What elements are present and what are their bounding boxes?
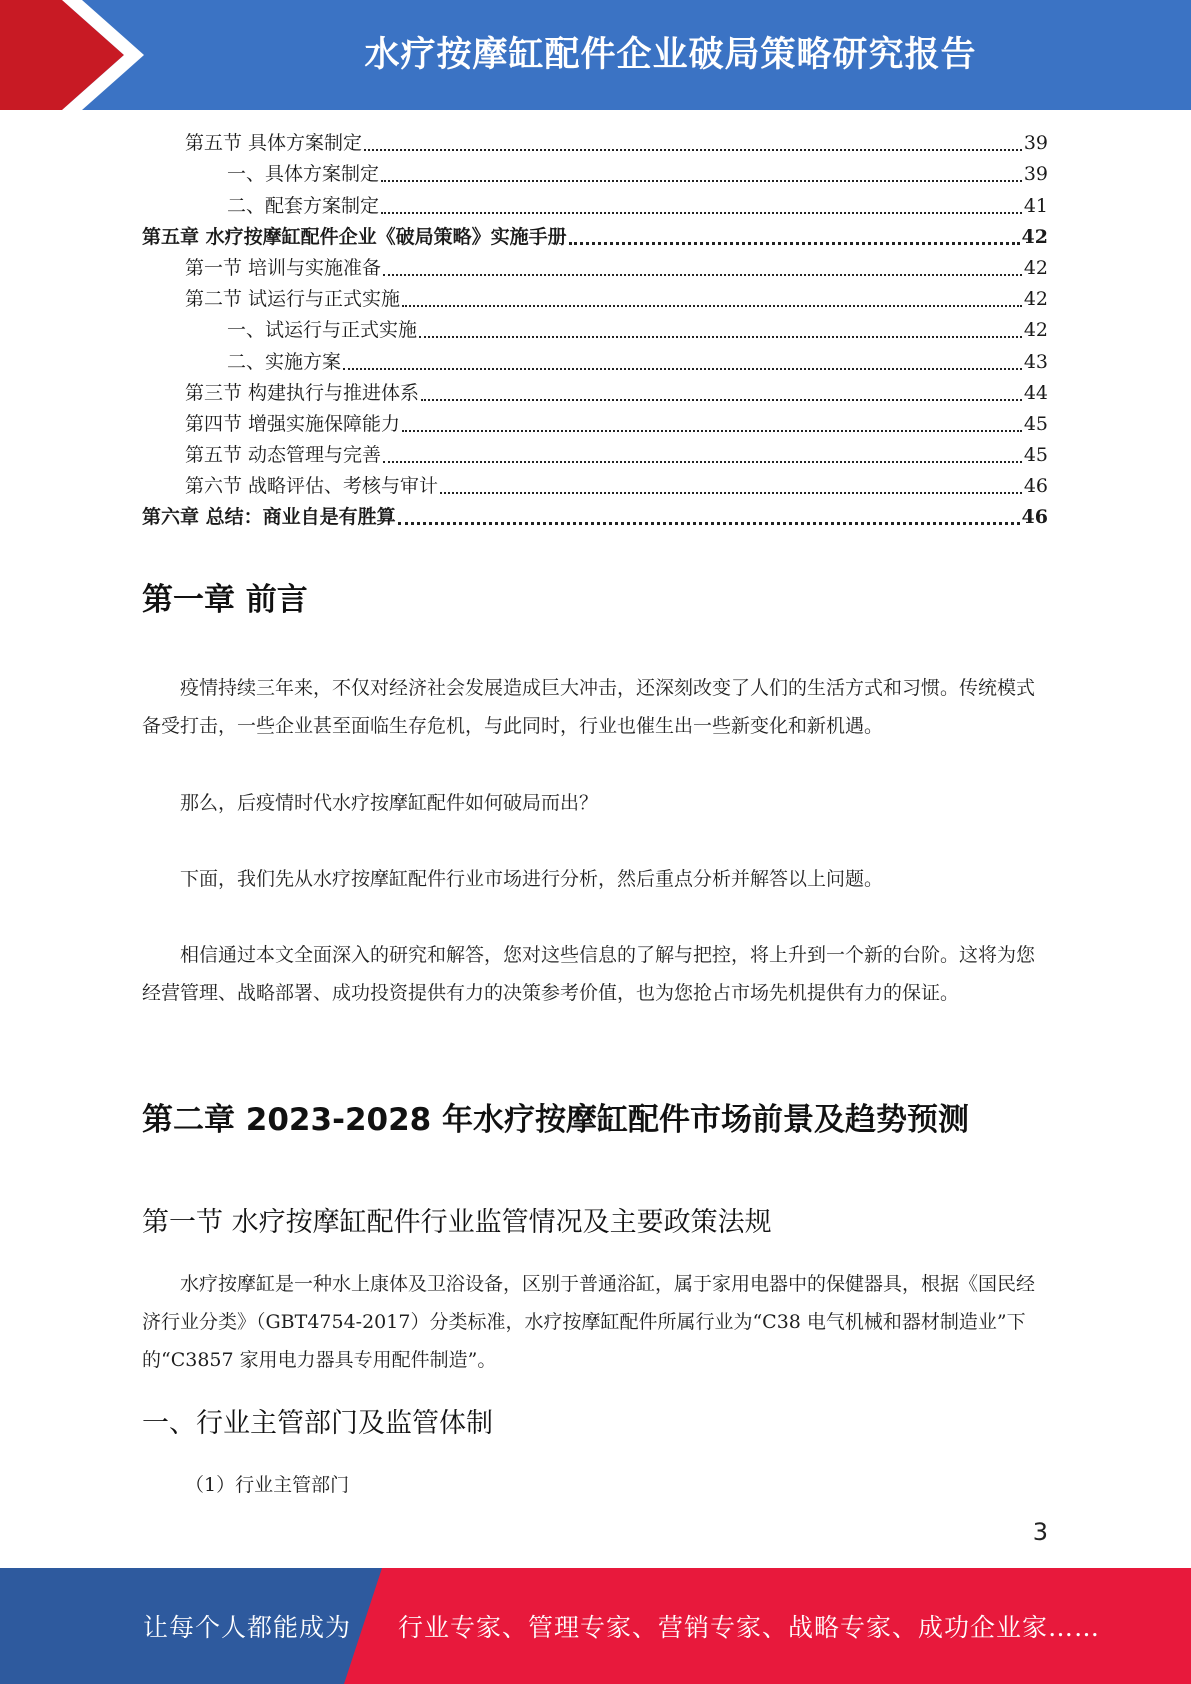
paragraph-text: 水疗按摩缸是一种水上康体及卫浴设备，区别于普通浴缸，属于家用电器中的保健器具，根据《国民经济行业分类》（GBT4754-2017）分类标准，水疗按摩缸配件所属行业为“C38 电气机械和器材制造业”下的“C3857 家用电力器具专用配件制造”。 (142, 1273, 1036, 1371)
toc-entry-label: 一、具体方案制定 (227, 163, 380, 186)
paragraph-text: 相信通过本文全面深入的研究和解答，您对这些信息的了解与把控，将上升到一个新的台阶。这将为您经营管理、战略部署、成功投资提供有力的决策参考价值，也为您抢占市场先机提供有力的保证。 (142, 944, 1036, 1004)
toc-entry-label: 第五章 水疗按摩缸配件企业《破局策略》实施手册 (142, 225, 567, 248)
paragraph-text: 疫情持续三年来，不仅对经济社会发展造成巨大冲击，还深刻改变了人们的生活方式和习惯。传统模式备受打击，一些企业甚至面临生存危机，与此同时，行业也催生出一些新变化和新机遇。 (142, 677, 1036, 737)
toc-dot-leader (402, 305, 1022, 307)
toc-entry[interactable] (142, 471, 1048, 502)
toc-entry[interactable] (142, 346, 1048, 377)
toc-entry-label: 第五节 具体方案制定 (185, 132, 363, 155)
report-title: 水疗按摩缸配件企业破局策略研究报告 (364, 35, 977, 75)
toc-entry-page: 39 (1023, 163, 1048, 186)
toc-entry[interactable] (142, 253, 1048, 284)
toc-entry-page: 46 (1021, 506, 1048, 529)
toc-entry-page: 45 (1023, 444, 1048, 467)
footer-slogan-right: 行业专家、管理专家、营销专家、战略专家、成功企业家…… (398, 1613, 1101, 1642)
toc-dot-leader (421, 399, 1022, 401)
chapter-1-heading: 第一章 前言 (142, 582, 308, 618)
toc-entry-label: 二、实施方案 (227, 350, 342, 373)
toc-entry[interactable] (142, 190, 1048, 221)
toc-dot-leader (398, 522, 1020, 525)
toc-entry-page: 46 (1023, 475, 1048, 498)
toc-dot-leader (343, 368, 1022, 370)
toc-entry[interactable] (142, 440, 1048, 471)
header-chevron-icon (0, 0, 160, 110)
paragraph-text: 下面，我们先从水疗按摩缸配件行业市场进行分析，然后重点分析并解答以上问题。 (180, 868, 884, 890)
toc-entry[interactable] (142, 502, 1048, 533)
toc-entry-page: 43 (1023, 350, 1048, 373)
toc-entry-page: 44 (1023, 381, 1048, 404)
toc-entry-label: 第五节 动态管理与完善 (185, 444, 382, 467)
chapter-1-paragraph-1 (142, 669, 1048, 745)
footer-slogan-left: 让每个人都能成为 (143, 1613, 352, 1642)
toc-dot-leader (383, 461, 1022, 463)
toc-entry-page: 45 (1023, 412, 1048, 435)
toc-dot-leader (402, 430, 1022, 432)
section-1-heading: 第一节 水疗按摩缸配件行业监管情况及主要政策法规 (142, 1207, 772, 1238)
toc-entry-label: 第一节 培训与实施准备 (185, 256, 382, 279)
section-1-paragraph (142, 1265, 1048, 1379)
page-number: 3 (1032, 1518, 1048, 1546)
toc-entry-label: 第四节 增强实施保障能力 (185, 412, 401, 435)
table-of-contents (142, 128, 1048, 533)
toc-entry[interactable] (142, 284, 1048, 315)
chapter-2-heading: 第二章 2023-2028 年水疗按摩缸配件市场前景及趋势预测 (142, 1102, 970, 1138)
chapter-1-paragraph-4 (142, 936, 1048, 1012)
paragraph-text: 那么，后疫情时代水疗按摩缸配件如何破局而出？ (180, 792, 599, 814)
chapter-1-paragraph-2 (142, 784, 1048, 822)
toc-entry-page: 42 (1021, 225, 1048, 248)
subsection-1-heading: 一、行业主管部门及监管体制 (142, 1408, 493, 1439)
toc-entry-page: 42 (1023, 319, 1048, 342)
toc-entry[interactable] (142, 378, 1048, 409)
toc-dot-leader (440, 492, 1022, 494)
toc-entry[interactable] (142, 409, 1048, 440)
subsection-1-item: （1）行业主管部门 (185, 1474, 350, 1496)
toc-entry-page: 42 (1023, 256, 1048, 279)
toc-entry-page: 41 (1023, 194, 1048, 217)
toc-entry[interactable] (142, 128, 1048, 159)
toc-entry-label: 第二节 试运行与正式实施 (185, 288, 401, 311)
toc-entry-label: 第六章 总结：商业自是有胜算 (142, 506, 396, 529)
toc-entry-label: 第六节 战略评估、考核与审计 (185, 475, 439, 498)
chapter-1-paragraph-3 (142, 860, 1048, 898)
toc-entry-page: 42 (1023, 288, 1048, 311)
toc-entry[interactable] (142, 315, 1048, 346)
toc-dot-leader (419, 336, 1022, 338)
toc-entry-label: 二、配套方案制定 (227, 194, 380, 217)
toc-entry-label: 一、试运行与正式实施 (227, 319, 418, 342)
toc-dot-leader (381, 212, 1022, 214)
toc-entry-label: 第三节 构建执行与推进体系 (185, 381, 420, 404)
toc-dot-leader (383, 274, 1022, 276)
toc-entry-page: 39 (1023, 132, 1048, 155)
toc-dot-leader (364, 149, 1022, 151)
page-header (0, 0, 1191, 110)
toc-dot-leader (569, 242, 1020, 245)
toc-dot-leader (381, 180, 1022, 182)
toc-entry[interactable] (142, 159, 1048, 190)
toc-entry[interactable] (142, 222, 1048, 253)
